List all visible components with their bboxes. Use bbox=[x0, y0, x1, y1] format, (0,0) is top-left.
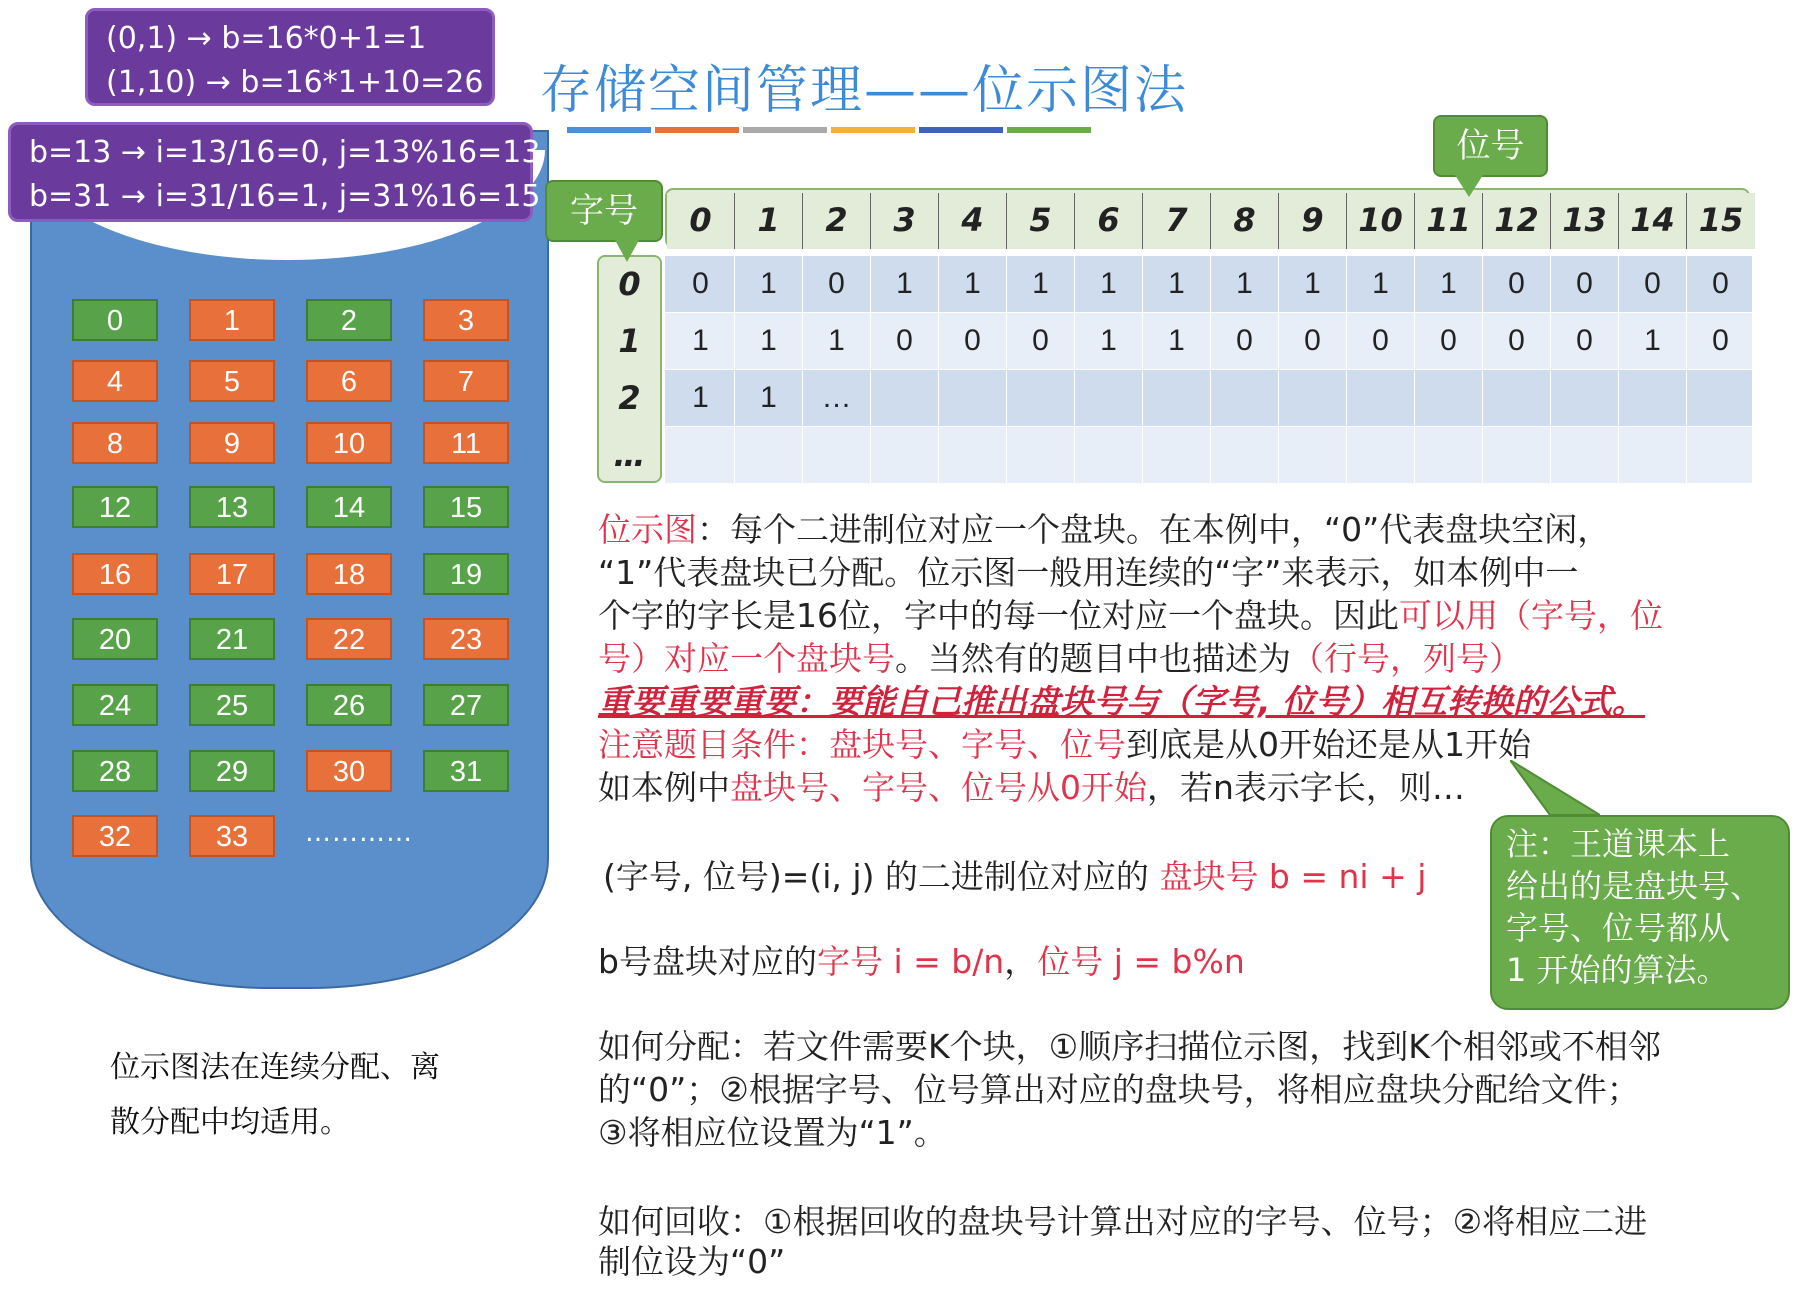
callout-line: b=13 → i=13/16=0, j=13%16=13 bbox=[29, 135, 541, 170]
bitmap-cell: … bbox=[803, 370, 871, 426]
disk-block: 10 bbox=[306, 422, 392, 464]
disk-block: 26 bbox=[306, 684, 392, 726]
bitmap-cell: 0 bbox=[1007, 313, 1075, 369]
tag-word-number-tail bbox=[615, 240, 639, 262]
bitmap-cell: 0 bbox=[1483, 256, 1551, 312]
column-header: 8 bbox=[1211, 193, 1279, 249]
title-underline-segment bbox=[655, 127, 739, 133]
bitmap-cell bbox=[1075, 370, 1143, 426]
bitmap-cell: 1 bbox=[1279, 256, 1347, 312]
bitmap-cell: 0 bbox=[1279, 313, 1347, 369]
bitmap-cell bbox=[1279, 370, 1347, 426]
bitmap-cell bbox=[1143, 370, 1211, 426]
page-title: 存储空间管理——位示图法 bbox=[540, 61, 1189, 121]
disk-block: 18 bbox=[306, 553, 392, 595]
row-header: … bbox=[613, 436, 646, 474]
title-underline-segment bbox=[831, 127, 915, 133]
column-header: 15 bbox=[1687, 193, 1755, 249]
bitmap-cell: 1 bbox=[667, 370, 735, 426]
disk-block: 7 bbox=[423, 360, 509, 402]
bitmap-cell bbox=[1687, 370, 1755, 426]
disk-block: 14 bbox=[306, 486, 392, 528]
disk-block: 25 bbox=[189, 684, 275, 726]
bitmap-cell: 1 bbox=[1619, 313, 1687, 369]
bitmap-cell bbox=[667, 427, 735, 483]
bitmap-cell bbox=[1007, 370, 1075, 426]
disk-block: 17 bbox=[189, 553, 275, 595]
term-bitmap: 位示图 bbox=[598, 510, 697, 549]
callout-line: b=31 → i=31/16=1, j=31%16=15 bbox=[29, 179, 541, 214]
column-header: 12 bbox=[1483, 193, 1551, 249]
text: 。当然有的题目中也描述为 bbox=[895, 639, 1291, 678]
column-header: 9 bbox=[1279, 193, 1347, 249]
title-underline-segment bbox=[743, 127, 827, 133]
bitmap-cell: 0 bbox=[871, 313, 939, 369]
note-line: 注：王道课本上 bbox=[1506, 825, 1731, 863]
emphasis-line: 重要重要重要：要能自己推出盘块号与（字号, 位号）相互转换的公式。 bbox=[598, 682, 1646, 721]
disk-block: 15 bbox=[423, 486, 509, 528]
note-wangdao bbox=[1490, 815, 1790, 1010]
bitmap-cell: 0 bbox=[1347, 313, 1415, 369]
disk-block: 27 bbox=[423, 684, 509, 726]
disk-block: 16 bbox=[72, 553, 158, 595]
text: ：每个二进制位对应一个盘块。在本例中，“0”代表盘块空闲， bbox=[697, 510, 1611, 549]
alloc-line: 如何分配：若文件需要K个块，①顺序扫描位示图，找到K个相邻或不相邻 bbox=[598, 1027, 1661, 1066]
side-note bbox=[110, 1040, 440, 1150]
tag-bit-number: 位号 bbox=[1433, 115, 1548, 177]
bitmap-cell: 1 bbox=[803, 313, 871, 369]
bitmap-cell: 1 bbox=[1347, 256, 1415, 312]
bitmap-cell bbox=[1551, 370, 1619, 426]
para-line bbox=[598, 637, 1522, 680]
bitmap-cell: 1 bbox=[667, 313, 735, 369]
bitmap-cell: 0 bbox=[939, 313, 1007, 369]
bitmap-cell bbox=[803, 427, 871, 483]
title-underline-segment bbox=[567, 127, 651, 133]
note-tail bbox=[1510, 760, 1600, 820]
text-red: 注意题目条件：盘块号、字号、位号 bbox=[598, 725, 1126, 764]
bitmap-cell bbox=[1415, 370, 1483, 426]
bitmap-cell: 0 bbox=[1415, 313, 1483, 369]
column-header: 4 bbox=[939, 193, 1007, 249]
text: ， bbox=[1004, 942, 1038, 981]
bitmap-cell: 0 bbox=[803, 256, 871, 312]
disk-block: 21 bbox=[189, 618, 275, 660]
text-red: 盘块号 b = ni + j bbox=[1159, 857, 1427, 896]
disk-block: 3 bbox=[423, 299, 509, 341]
bitmap-cell: 0 bbox=[1687, 313, 1755, 369]
reclaim-line: 如何回收：①根据回收的盘块号计算出对应的字号、位号；②将相应二进 bbox=[598, 1202, 1648, 1241]
bitmap-cell bbox=[1687, 427, 1755, 483]
bitmap-cell bbox=[1211, 370, 1279, 426]
column-header: 0 bbox=[667, 193, 735, 249]
formula-word-bit bbox=[598, 940, 1245, 983]
callout-line: (1,10) → b=16*1+10=26 bbox=[106, 65, 484, 100]
text-red: 字号 i = b/n bbox=[816, 942, 1005, 981]
column-header: 13 bbox=[1551, 193, 1619, 249]
bitmap-cell bbox=[939, 427, 1007, 483]
column-header: 6 bbox=[1075, 193, 1143, 249]
column-header: 5 bbox=[1007, 193, 1075, 249]
column-header: 1 bbox=[735, 193, 803, 249]
para-line: “1”代表盘块已分配。位示图一般用连续的“字”来表示，如本例中一 bbox=[598, 553, 1579, 592]
note-line: 字号、位号都从 bbox=[1506, 909, 1731, 947]
column-header: 11 bbox=[1415, 193, 1483, 249]
disk-block: 30 bbox=[306, 750, 392, 792]
bitmap-cell: 1 bbox=[1075, 313, 1143, 369]
column-header: 3 bbox=[871, 193, 939, 249]
bitmap-cell: 0 bbox=[1551, 313, 1619, 369]
disk-block: 4 bbox=[72, 360, 158, 402]
disk-block: 33 bbox=[189, 815, 275, 857]
alloc-line: 的“0”；②根据字号、位号算出对应的盘块号，将相应盘块分配给文件； bbox=[598, 1070, 1640, 1109]
disk-block: 22 bbox=[306, 618, 392, 660]
bitmap-cell bbox=[1075, 427, 1143, 483]
text-red: 号）对应一个盘块号 bbox=[598, 639, 895, 678]
bitmap-cell: 0 bbox=[1483, 313, 1551, 369]
note-line: 1 开始的算法。 bbox=[1506, 951, 1729, 989]
bitmap-cell: 1 bbox=[735, 256, 803, 312]
column-header: 14 bbox=[1619, 193, 1687, 249]
bitmap-cell bbox=[1415, 427, 1483, 483]
bitmap-cell bbox=[1551, 427, 1619, 483]
tag-bit-number-tail bbox=[1455, 175, 1483, 197]
para-line bbox=[598, 766, 1465, 809]
disk-block: 29 bbox=[189, 750, 275, 792]
disk-block: 24 bbox=[72, 684, 158, 726]
bitmap-cell bbox=[1347, 427, 1415, 483]
text: ，若n表示字长，则… bbox=[1147, 768, 1465, 807]
side-note-line: 散分配中均适用。 bbox=[110, 1105, 350, 1140]
bitmap-cell: 1 bbox=[1143, 256, 1211, 312]
disk-block: 2 bbox=[306, 299, 392, 341]
text-red: 可以用（字号，位 bbox=[1399, 596, 1663, 635]
bitmap-cell bbox=[1143, 427, 1211, 483]
bitmap-cell: 1 bbox=[1075, 256, 1143, 312]
column-header: 10 bbox=[1347, 193, 1415, 249]
text-red: （行号，列号） bbox=[1291, 639, 1522, 678]
disk-block: 32 bbox=[72, 815, 158, 857]
disk-block: 28 bbox=[72, 750, 158, 792]
formula-block-number bbox=[603, 855, 1426, 898]
bitmap-cell bbox=[939, 370, 1007, 426]
disk-block: 13 bbox=[189, 486, 275, 528]
title-underline-segment bbox=[1007, 127, 1091, 133]
disk-block: 0 bbox=[72, 299, 158, 341]
disk-block: 8 bbox=[72, 422, 158, 464]
callout-line: (0,1) → b=16*0+1=1 bbox=[106, 21, 427, 56]
disk-block: 5 bbox=[189, 360, 275, 402]
column-header: 2 bbox=[803, 193, 871, 249]
tag-word-number: 字号 bbox=[545, 180, 663, 242]
bitmap-cell: 0 bbox=[1687, 256, 1755, 312]
disk-block: 19 bbox=[423, 553, 509, 595]
row-header: 2 bbox=[618, 379, 641, 417]
bitmap-cell bbox=[1619, 370, 1687, 426]
bitmap-cell: 1 bbox=[939, 256, 1007, 312]
bitmap-cell bbox=[1347, 370, 1415, 426]
bitmap-cell bbox=[1483, 370, 1551, 426]
disk-block: 6 bbox=[306, 360, 392, 402]
para-line bbox=[598, 508, 1610, 551]
disk-block: 1 bbox=[189, 299, 275, 341]
bitmap-cell: 1 bbox=[1143, 313, 1211, 369]
bitmap-cell bbox=[1211, 427, 1279, 483]
reclaim-line: 制位设为“0” bbox=[598, 1242, 786, 1281]
bitmap-cell bbox=[1279, 427, 1347, 483]
disk-block: 9 bbox=[189, 422, 275, 464]
disk-block: 12 bbox=[72, 486, 158, 528]
para-line bbox=[598, 594, 1663, 637]
callout-block-to-word bbox=[8, 122, 541, 222]
disk-block: 20 bbox=[72, 618, 158, 660]
text-red: 位号 j = b%n bbox=[1037, 942, 1245, 981]
bitmap-cell: 0 bbox=[1551, 256, 1619, 312]
row-header: 1 bbox=[618, 322, 641, 360]
text: 个字的字长是16位，字中的每一位对应一个盘块。因此 bbox=[598, 596, 1399, 635]
bitmap-cell: 0 bbox=[667, 256, 735, 312]
side-note-line: 位示图法在连续分配、离 bbox=[110, 1050, 440, 1085]
bitmap-cell bbox=[1483, 427, 1551, 483]
disk-block: 23 bbox=[423, 618, 509, 660]
column-header: 7 bbox=[1143, 193, 1211, 249]
disk-block: 31 bbox=[423, 750, 509, 792]
text: (字号, 位号)=(i, j) 的二进制位对应的 bbox=[603, 857, 1160, 896]
alloc-line: ③将相应位设置为“1”。 bbox=[598, 1113, 947, 1152]
bitmap-cell: 1 bbox=[735, 370, 803, 426]
bitmap-cell: 0 bbox=[1211, 313, 1279, 369]
bitmap-cell bbox=[871, 427, 939, 483]
disk-ellipsis: ………… bbox=[305, 818, 413, 848]
bitmap-cell: 1 bbox=[735, 313, 803, 369]
bitmap-cell bbox=[1619, 427, 1687, 483]
bitmap-cell: 1 bbox=[1211, 256, 1279, 312]
bitmap-cell: 0 bbox=[1619, 256, 1687, 312]
text: 如本例中 bbox=[598, 768, 730, 807]
bitmap-cell bbox=[1007, 427, 1075, 483]
bitmap-cell bbox=[871, 370, 939, 426]
bitmap-cell bbox=[735, 427, 803, 483]
note-line: 给出的是盘块号、 bbox=[1506, 867, 1763, 905]
title-underline-segment bbox=[919, 127, 1003, 133]
para-line bbox=[598, 723, 1531, 766]
bitmap-cell: 1 bbox=[1007, 256, 1075, 312]
text-red: 盘块号、字号、位号从0开始 bbox=[730, 768, 1147, 807]
text: b号盘块对应的 bbox=[598, 942, 817, 981]
bitmap-cell: 1 bbox=[871, 256, 939, 312]
callout-word-to-block bbox=[85, 8, 495, 106]
bitmap-cell: 1 bbox=[1415, 256, 1483, 312]
disk-block: 11 bbox=[423, 422, 509, 464]
text: 到底是从0开始还是从1开始 bbox=[1126, 725, 1531, 764]
row-header: 0 bbox=[618, 265, 641, 303]
